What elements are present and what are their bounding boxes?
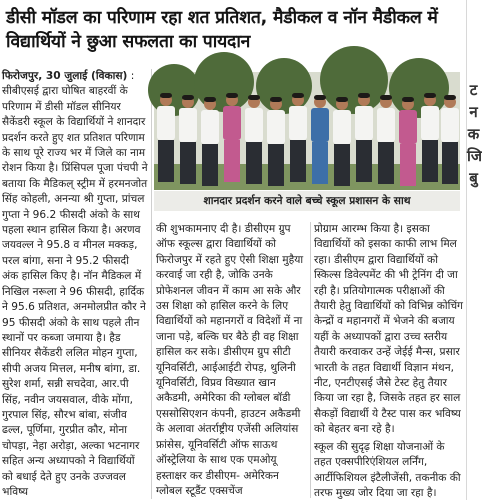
paragraph-text: सीबीएसई द्वारा घोषित बाहरवीं के परिणाम में डीसी मॉडल सीनियर सैकेंडरी स्कूल के विद्यार्थियों ने शानदार प्रदर्शन करते हुए शत प्रतिशत परिणाम के साथ पूरे राज्य भर में जिले का नाम रोशन किया है। प्रिंसिपल पूजा पंचपी ने बताया कि मैडिकल् स्ट्रीम में हरमनजोत सिंह कोहली, अनन्या श्री गुप्ता, प्रांचल गुप्ता ने 96.2 फीसदी अंको के साथ पहला स्थान हासिल किया है। अरणव जयवल्ल ने 95.8 व मीनल मक्कड़, परल बांगा, सना ने 95.2 फीसदी अंक हासिल किए है। नॉन मैडिकल में निखिल नरूला ने 96 फीसदी, हार्दिक ने 95.6 प्रतिशत, अनमोलप्रीत कौर ने 95 फीसदी अंको के साथ पहले तीन स्थानों पर कब्जा जमाया है। हैड सीनियर सैकेंडरी ललित मोहन गुप्ता, सीपी अजय मित्तल, मनीष बांगा, डा. सुरेश शर्मा, सन्नी सचदेवा, आर.पी सिंह, नवीन जयसवाल, वीके मोंगा, गुरपाल सिंह, सौरभ बांबा, संजीव ढल्ल, पूर्णिमा, गुरप्रीत कौर, मोना चोपड़ा, नेहा अरोड़ा, अल्का भटनागर सहित अन्य अध्यापको ने विद्यार्थियों को बधाई देते हुए उनके उज्जवल भविष्य: [2, 85, 148, 498]
person-hair: [160, 93, 172, 98]
person-torso: [289, 106, 307, 140]
tree-canopy: [320, 46, 388, 114]
person-legs: [334, 144, 350, 186]
person-legs: [202, 144, 218, 186]
person-hair: [226, 93, 238, 98]
person-legs: [356, 140, 372, 182]
person-legs: [268, 144, 284, 186]
news-photo: [154, 72, 460, 190]
headline: डीसी मॉडल का परिणाम रहा शत प्रतिशत, मैडीकल व नॉन मैडीकल में विद्यार्थियों ने छुआ सफलता का पायदान: [6, 8, 438, 52]
adjacent-article-fragment: [466, 0, 480, 500]
tree-canopy: [256, 58, 312, 114]
adjacent-text: ट न क जि बु: [467, 81, 482, 187]
person-torso: [245, 108, 263, 142]
person-torso: [355, 106, 373, 140]
person-hair: [380, 95, 392, 100]
person-legs: [158, 140, 174, 182]
person-torso: [201, 110, 219, 144]
photo-caption: शानदार प्रदर्शन करने वाले बच्चे स्कूल प्रशासन के साथ: [154, 191, 460, 211]
person-torso: [223, 106, 241, 140]
person-hair: [358, 93, 370, 98]
person-hair: [402, 97, 414, 102]
person-hair: [444, 95, 456, 100]
article-column-3: [314, 222, 464, 503]
person-hair: [270, 97, 282, 102]
person-hair: [424, 93, 436, 98]
person-legs: [442, 142, 458, 184]
person-hair: [314, 95, 326, 100]
person-torso: [333, 110, 351, 144]
person-torso: [311, 108, 329, 142]
article-column-2: [156, 222, 306, 501]
article-paragraph: की शुभकामनाए दी है। डीसीएम ग्रुप ऑफ स्कूल्स द्वारा विद्यार्थियों को फिरोजपुर में रहते हुए ऐसी शिक्षा मुहैया करवाई जा रही है, जोकि उनके प्रोफेशनल जीवन में काम आ सके और उस शिक्षा को हासिल करने के लिए विद्यार्थियों को महानगरों व विदेशों में ना जाना पड़े, बल्कि घर बैठे ही वह शिक्षा हासिल कर सके। डीसीएम ग्रुप सीटी यूनिवर्सिटी, आईआईटी रोपड़, थुलिनी यूनिवर्सिटी, विप्रव विख्यात खान अकैडमी, अमेरिका की ग्लोबल बॉडी एससोसिएशन कंपनी, हाउटन अकैडमी के अलावा अंतर्राष्ट्रीय एजेंसी अलियांस फ्रांसेस, यूनिवर्सिटी ऑफ साऊथ ऑस्ट्रेलिया के साथ एक एमओयू हस्ताक्षर कर डीसीएम- अमेरिकन ग्लोबल स्टूडैंट एक्सचेंज: [156, 223, 304, 497]
person-torso: [399, 110, 417, 144]
article-paragraph: फिरोजपुर, 30 जुलाई (विकास) : सीबीएसई द्वारा घोषित बाहरवीं के परिणाम में डीसी मॉडल सीनियर सैकेंडरी स्कूल के विद्यार्थियों ने शानदार प्रदर्शन करते हुए शत प्रतिशत परिणाम के साथ पूरे राज्य भर में जिले का नाम रोशन किया है। प्रिंसिपल पूजा पंचपी ने बताया कि मैडिकल् स्ट्रीम में हरमनजोत सिंह कोहली, अनन्या श्री गुप्ता, प्रांचल गुप्ता ने 96.2 फीसदी अंको के साथ पहला स्थान हासिल किया है। अरणव जयवल्ल ने 95.8 व मीनल मक्कड़, परल बांगा, सना ने 95.2 फीसदी अंक हासिल किए है। नॉन मैडिकल में निखिल नरूला ने 96 फीसदी, हार्दिक ने 95.6 प्रतिशत, अनमोलप्रीत कौर ने 95 फीसदी अंको के साथ पहले तीन स्थानों पर कब्जा जमाया है। हैड सीनियर सैकेंडरी ललित मोहन गुप्ता, सीपी अजय मित्तल, मनीष बांगा, डा. सुरेश शर्मा, सन्नी सचदेवा, आर.पी सिंह, नवीन जयसवाल, वीके मोंगा, गुरपाल सिंह, सौरभ बांबा, संजीव ढल्ल, पूर्णिमा, गुरप्रीत कौर, मोना चोपड़ा, नेहा अरोड़ा, अल्का भटनागर सहित अन्य अध्यापको ने विद्यार्थियों को बधाई देते हुए उनके उज्जवल भविष्य: [2, 70, 148, 498]
article-paragraph: प्रोग्राम आरम्भ किया है। इसका विद्यार्थियों को इसका काफी लाभ मिल रहा। डीसीएम द्वारा विद्यार्थियों को स्किल्स डिवेल्पमेंट की भी ट्रेनिंग दी जा रही है। प्रतियोगात्मक परीक्षाओं की तैयारी हेतु विद्यार्थियों को विभिन्न कोचिंग केन्द्रों व महानगरों में भेजने की बजाय यहीं के अध्यापकों द्वारा उच्च स्तरीय तैयारी करवाकर उन्हें जेईई मैन्स, प्रसार भारती के तहत विद्यार्थी विज्ञान मंथन, नीट, एनटीएसई जैसे टेस्ट हेतु तैयार किया जा रहा है, जिसके तहत हर साल सैकड़ों विद्यार्थी ये टैस्ट पास कर भविष्य को बेहतर बना रहे है।: [314, 223, 464, 436]
person-legs: [290, 140, 306, 182]
person-hair: [182, 95, 194, 100]
person-torso: [441, 108, 459, 142]
person-legs: [224, 140, 240, 182]
person-legs: [400, 144, 416, 186]
person-torso: [377, 108, 395, 142]
tree-canopy: [194, 52, 254, 112]
person-legs: [180, 142, 196, 184]
person-torso: [421, 106, 439, 140]
person-legs: [378, 142, 394, 184]
person-legs: [246, 142, 262, 184]
article-column-1: [2, 69, 148, 502]
person-hair: [292, 93, 304, 98]
person-legs: [422, 140, 438, 182]
person-legs: [312, 142, 328, 184]
column-divider: [151, 69, 152, 499]
person-hair: [248, 95, 260, 100]
article-paragraph: स्कूल की सुदृढ़ शिक्षा योजनाओं के तहत एक्सपीरिएंशियल लर्निंग, आर्टीफिशियल इंटैलीजेंसी, तकनीक की तरफ मुख्य जोर दिया जा रहा है।: [314, 440, 461, 499]
person-hair: [336, 97, 348, 102]
dateline: फिरोजपुर, 30 जुलाई (विकास): [2, 70, 128, 82]
person-hair: [204, 97, 216, 102]
tree-canopy: [389, 58, 449, 118]
person-torso: [157, 106, 175, 140]
group-photo-illustration: [154, 72, 460, 190]
column-divider: [310, 222, 311, 498]
person-torso: [179, 108, 197, 142]
person-torso: [267, 110, 285, 144]
